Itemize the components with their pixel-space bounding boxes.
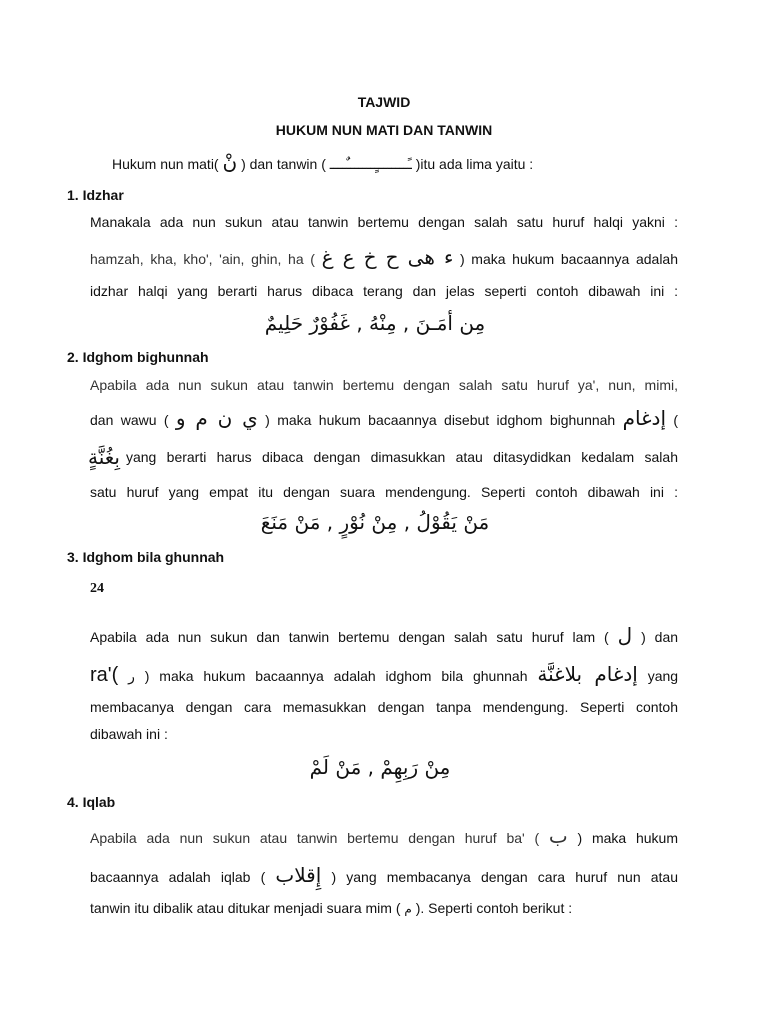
page-number: 24: [90, 581, 104, 596]
s3-line-2c: yang: [647, 668, 679, 684]
s4-line-3b: ). Seperti contoh berikut :: [415, 900, 573, 916]
s4-line-1a: Apabila ada nun sukun atau tanwin bertemu dengan huruf ba' (: [90, 830, 540, 846]
intro-text-b: ) dan tanwin (: [241, 156, 326, 172]
section-heading-idghom-bila-ghunnah: 3. Idghom bila ghunnah: [67, 549, 225, 565]
s2-line-3-text: yang berarti harus dibaca dengan dimasukkan atau ditasydidkan kedalam salah: [125, 449, 678, 465]
s2-line-2c: (: [673, 412, 679, 428]
intro-text-a: Hukum nun mati(: [112, 156, 219, 172]
s3-line-3: membacanya dengan cara memasukkan dengan tanpa mendengung. Seperti contoh: [90, 699, 678, 715]
intro-tanwin-glyphs: ـًــــــــٍـــــــٌــــ: [329, 157, 412, 173]
s1-halqi-letters: ء ﻫﻰ ح خ ع غ: [321, 245, 454, 269]
intro-nun-glyph: نْ: [222, 150, 238, 174]
s4-line-3: [90, 899, 572, 918]
s2-idgham-letters: ي ن م و: [175, 406, 258, 430]
s1-line-1: Manakala ada nun sukun atau tanwin bertemu dengan salah satu huruf halqi yakni :: [90, 214, 678, 230]
s3-ra-glyph: ر: [128, 669, 135, 685]
s2-line-1: Apabila ada nun sukun atau tanwin bertemu dengan salah satu huruf ya', nun, mimi,: [90, 377, 678, 393]
s3-line-1b: ) dan: [641, 629, 679, 645]
s3-line-1a: Apabila ada nun sukun dan tanwin bertemu dengan salah satu huruf lam (: [90, 629, 609, 645]
s2-line-4: satu huruf yang empat itu dengan suara mendengung. Seperti contoh dibawah ini :: [90, 484, 678, 500]
s1-line-2: [90, 245, 678, 269]
s4-ba-glyph: ب: [548, 824, 568, 848]
s4-mim-glyph: م: [404, 902, 412, 916]
section-heading-iqlab: 4. Iqlab: [67, 794, 116, 810]
s4-line-2b: ) yang membacanya dengan cara huruf nun atau: [331, 869, 678, 885]
s1-line-2b: ) maka hukum bacaannya adalah: [460, 251, 679, 267]
section-heading-idghom-bighunnah: 2. Idghom bighunnah: [67, 349, 209, 365]
document-subtitle: HUKUM NUN MATI DAN TANWIN: [275, 122, 493, 138]
s4-line-1b: ) maka hukum: [577, 830, 678, 846]
s2-idgham-term: إدغام: [622, 406, 667, 430]
s3-idgham-term: إدغام بلاغنَّة: [537, 662, 638, 686]
s3-line-2a: ra'(: [90, 664, 119, 686]
s4-line-2a: bacaannya adalah iqlab (: [90, 869, 266, 885]
s3-line-2b: ) maka hukum bacaannya adalah idghom bila ghunnah: [144, 668, 528, 684]
s1-line-3: idzhar halqi yang berarti harus dibaca terang dan jelas seperti contoh dibawah ini :: [90, 283, 678, 299]
s4-line-1: [90, 825, 678, 847]
s4-line-3a: tanwin itu dibalik atau ditukar menjadi suara mim (: [90, 900, 401, 916]
s3-line-1: [90, 623, 678, 647]
s3-lam-glyph: ل: [617, 623, 633, 647]
s2-line-2b: ) maka hukum bacaannya disebut idghom bighunnah: [265, 412, 616, 428]
s3-line-2: [90, 660, 678, 688]
s2-line-3: [88, 444, 678, 470]
document-title: TAJWID: [357, 94, 411, 110]
s3-arabic-example: مِنْ رَبِهِمْ , مَنْ لَمْ: [309, 755, 451, 779]
s1-line-2a: hamzah, kha, kho', 'ain, ghin, ha (: [90, 251, 315, 267]
intro-line: [112, 150, 534, 174]
s2-arabic-example: مَنْ يَقُوْلُ , مِنْ نُوْرٍ , مَنْ مَنَعَ: [260, 510, 490, 534]
intro-text-c: )itu ada lima yaitu :: [415, 156, 534, 172]
s4-iqlab-term: إِقلاب: [275, 863, 322, 887]
s1-arabic-example: مِن أمَـنَ , مِنْهُ , غَفُوْرٌ حَلِيمٌ: [264, 311, 486, 335]
s2-line-2: [90, 405, 678, 431]
s4-line-2: [90, 862, 678, 888]
s3-line-4: dibawah ini :: [90, 726, 168, 742]
section-heading-idzhar: 1. Idzhar: [67, 187, 124, 203]
s2-line-2a: dan wawu (: [90, 412, 169, 428]
s2-ghunnah-word: بِغُنَّةٍ: [88, 445, 120, 469]
